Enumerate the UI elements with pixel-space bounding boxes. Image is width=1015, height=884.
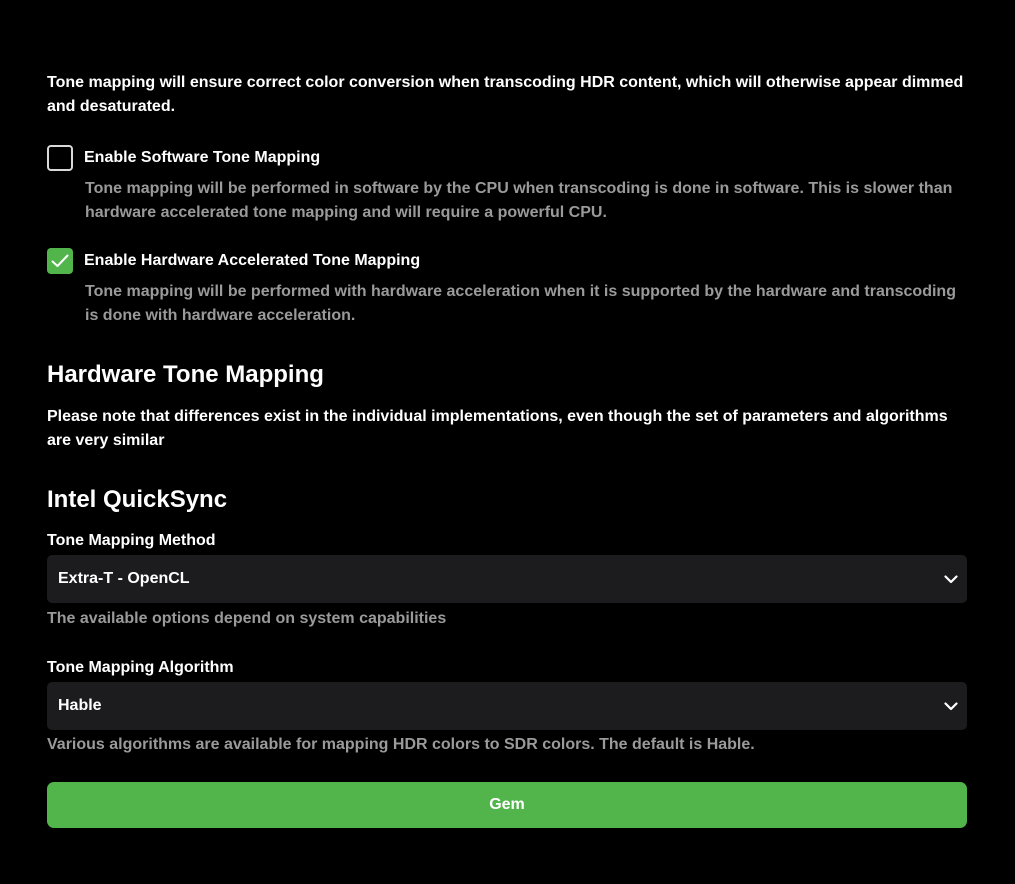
intro-text: Tone mapping will ensure correct color conversion when transcoding HDR content, which will otherwise appear dimmed and desaturated. — [47, 74, 964, 115]
chevron-down-icon — [943, 698, 959, 714]
intel-section-title: Intel QuickSync — [47, 486, 228, 513]
tone-mapping-method-help: The available options depend on system capabilities — [47, 610, 447, 627]
tone-mapping-method-value: Extra-T - OpenCL — [58, 570, 190, 587]
hardware-tone-mapping-description: Tone mapping will be performed with hardware acceleration when it is supported by the hardware and transcoding is done with hardware acceleration. — [85, 283, 956, 324]
hardware-section-title: Hardware Tone Mapping — [47, 361, 324, 388]
software-tone-mapping-label[interactable]: Enable Software Tone Mapping — [84, 149, 321, 166]
chevron-down-icon — [943, 571, 959, 587]
save-button[interactable]: Gem — [47, 782, 967, 828]
hardware-tone-mapping-row[interactable] — [47, 248, 420, 274]
check-icon — [51, 254, 69, 268]
hardware-tone-mapping-label[interactable]: Enable Hardware Accelerated Tone Mapping — [84, 252, 421, 269]
tone-mapping-method-select[interactable] — [47, 555, 967, 603]
tone-mapping-algorithm-help: Various algorithms are available for mapping HDR colors to SDR colors. The default is Hable. — [47, 736, 755, 753]
software-tone-mapping-checkbox[interactable] — [47, 145, 73, 171]
tone-mapping-algorithm-label: Tone Mapping Algorithm — [47, 659, 234, 676]
tone-mapping-algorithm-value: Hable — [58, 697, 102, 714]
hardware-tone-mapping-checkbox[interactable] — [47, 248, 73, 274]
tone-mapping-method-label: Tone Mapping Method — [47, 532, 216, 549]
tone-mapping-algorithm-select[interactable] — [47, 682, 967, 730]
software-tone-mapping-description: Tone mapping will be performed in software by the CPU when transcoding is done in software. This is slower than hardware accelerated tone mapping and will require a powerful CPU. — [85, 180, 953, 221]
hardware-section-note: Please note that differences exist in the individual implementations, even though the set of parameters and algorithms are very similar — [47, 408, 948, 449]
software-tone-mapping-row[interactable] — [47, 145, 320, 171]
